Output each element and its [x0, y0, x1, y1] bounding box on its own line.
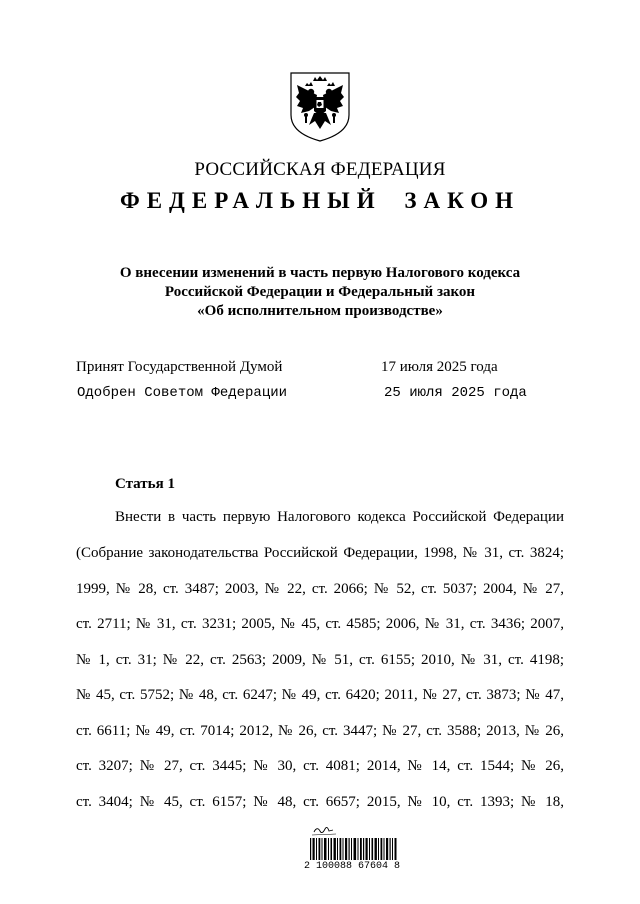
coat-of-arms-emblem	[287, 71, 353, 143]
law-title-line: «Об исполнительном производстве»	[197, 303, 443, 319]
article-text-line: ст. 3404; № 45, ст. 6157; № 48, ст. 6657; 2015, № 10, ст. 1393; № 18,	[76, 794, 564, 810]
article-text-line: ст. 2711; № 31, ст. 3231; 2005, № 45, ст. 4585; 2006, № 31, ст. 3436; 2007,	[76, 616, 564, 632]
article-heading: Статья 1	[115, 476, 175, 492]
duma-adoption-label: Принят Государственной Думой	[76, 359, 283, 375]
law-title-line: Российской Федерации и Федеральный закон	[164, 284, 476, 300]
barcode	[308, 822, 403, 882]
council-approval-label: Одобрен Советом Федерации	[77, 385, 288, 401]
council-approval-date: 25 июля 2025 года	[384, 385, 527, 401]
article-text-line: № 45, ст. 5752; № 48, ст. 6247; № 49, ст. 6420; 2011, № 27, ст. 3873; № 47,	[76, 687, 564, 703]
article-text-line: ст. 6611; № 49, ст. 7014; 2012, № 26, ст. 3447; № 27, ст. 3588; 2013, № 26,	[76, 723, 564, 739]
article-text-line: 1999, № 28, ст. 3487; 2003, № 22, ст. 2066; № 52, ст. 5037; 2004, № 27,	[76, 581, 564, 597]
article-text-line: ст. 3207; № 27, ст. 3445; № 30, ст. 4081; 2014, № 14, ст. 1544; № 26,	[76, 758, 564, 774]
article-text-line: Внести в часть первую Налогового кодекса Российской Федерации	[115, 509, 564, 525]
law-title-line: О внесении изменений в часть первую Налогового кодекса	[119, 265, 521, 281]
article-text-line: (Собрание законодательства Российской Федерации, 1998, № 31, ст. 3824;	[76, 545, 564, 561]
document-type-heading: ФЕДЕРАЛЬНЫЙ ЗАКОН	[119, 188, 521, 213]
article-text-line: № 1, ст. 31; № 22, ст. 2563; 2009, № 51, ст. 6155; 2010, № 31, ст. 4198;	[76, 652, 564, 668]
country-heading: РОССИЙСКАЯ ФЕДЕРАЦИЯ	[194, 159, 446, 180]
law-title	[80, 264, 560, 321]
duma-adoption-date: 17 июля 2025 года	[381, 359, 498, 375]
barcode-number: 2 100088 67604 8	[304, 861, 401, 872]
